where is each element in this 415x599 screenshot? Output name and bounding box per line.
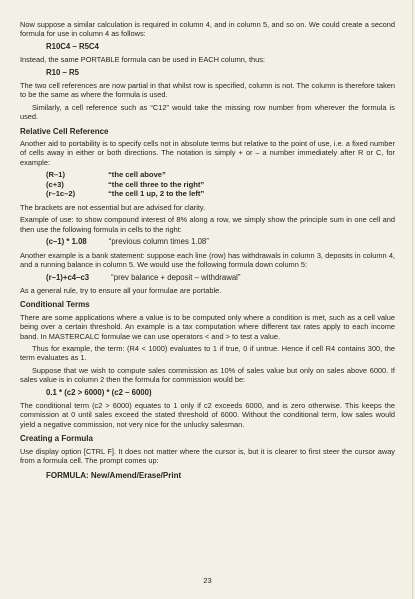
section-heading: Conditional Terms	[20, 300, 90, 310]
paragraph: Now suppose a similar calculation is required in column 4, and in column 5, and so on. We could create a second formula for use in column 4 as follows:	[20, 20, 395, 39]
paragraph: Instead, the same PORTABLE formula can be used in EACH column, thus:	[20, 55, 265, 65]
relative-reference-examples	[20, 170, 395, 199]
example-row	[46, 170, 395, 180]
paragraph: The two cell references are now partial in that whilst row is specified, column is not. The column is therefore taken to be the same as where the formula is used.	[20, 81, 395, 100]
paragraph: Another aid to portability is to specify cells not in absolute terms but relative to the point of use, i.e. a fixed number of cells away in either or both directions. The notation is simply + or – a number immediately after R or C, for example:	[20, 139, 395, 167]
paragraph: Another example is a bank statement: suppose each line (row) has withdrawals in column 3, deposits in column 4, and a running balance in column 5. We would use the following formula down column 5:	[20, 250, 395, 270]
section-heading: Creating a Formula	[20, 434, 93, 444]
example-row	[46, 189, 395, 199]
example-expression: (c+3)	[46, 179, 64, 189]
formula-example	[46, 273, 395, 282]
formula-example	[46, 237, 395, 246]
paragraph: Example of use: to show compound interest of 8% along a row, we simply show the principle sum in one cell and then use the following formula in cells to the right:	[20, 215, 395, 234]
page-number: 23	[203, 576, 212, 585]
formula-prompt: FORMULA: New/Amend/Erase/Print	[46, 471, 182, 481]
formula-expression: (c–1) * 1.08	[46, 237, 87, 247]
paragraph: The brackets are not essential but are advised for clarity.	[20, 203, 206, 213]
example-description: “the cell three to the right”	[108, 179, 205, 189]
example-description: “the cell above”	[108, 170, 166, 180]
example-expression: (r–1c–2)	[46, 189, 76, 199]
formula-comment: “prev balance + deposit – withdrawal”	[111, 272, 241, 282]
formula-example: 0.1 * (c2 > 6000) * (c2 – 6000)	[46, 387, 152, 397]
example-description: “the cell 1 up, 2 to the left”	[108, 189, 205, 199]
paragraph: The conditional term (c2 > 6000) equates to 1 only if c2 exceeds 6000, and is zero otherwise. This keeps the commission at 0 until sales exceed the stated threshold of 6000. Without the conditional term, low sales would yield a negative commission, not very nice for the unlucky salesman.	[20, 400, 395, 429]
paragraph: Thus for example, the term: (R4 < 1000) evaluates to 1 if true, 0 if untrue. Hence if cell R4 contains 300, the term evaluates as 1.	[20, 343, 395, 363]
paragraph: There are some applications where a value is to be computed only where a condition is met, such as a cell value being over a certain threshold. An example is a tax computation where different tax rates apply to each income band. In MASTERCALC formulae we can use operators < and > to test a value.	[20, 312, 395, 341]
paragraph: Suppose that we wish to compute sales commission as 10% of sales value but only on sales above 6000. If sales value is in column 2 then the formula for commission would be:	[20, 365, 395, 385]
formula-example: R10C4 – R5C4	[46, 41, 99, 51]
example-expression: (R–1)	[46, 170, 65, 180]
formula-comment: “previous column times 1.08”	[108, 237, 209, 247]
section-heading: Relative Cell Reference	[20, 126, 109, 136]
paragraph: As a general rule, try to ensure all your formulae are portable.	[20, 285, 222, 295]
paragraph: Similarly, a cell reference such as “C12” would take the missing row number from wherever the formula is used.	[20, 102, 395, 122]
formula-expression: (r–1)+c4–c3	[46, 272, 90, 282]
formula-example: R10 – R5	[46, 67, 79, 77]
paragraph: Use display option [CTRL F]. It does not matter where the cursor is, but it is clearer to first steer the cursor away from a formula cell. The prompt comes up:	[20, 446, 395, 465]
example-row	[46, 180, 395, 190]
